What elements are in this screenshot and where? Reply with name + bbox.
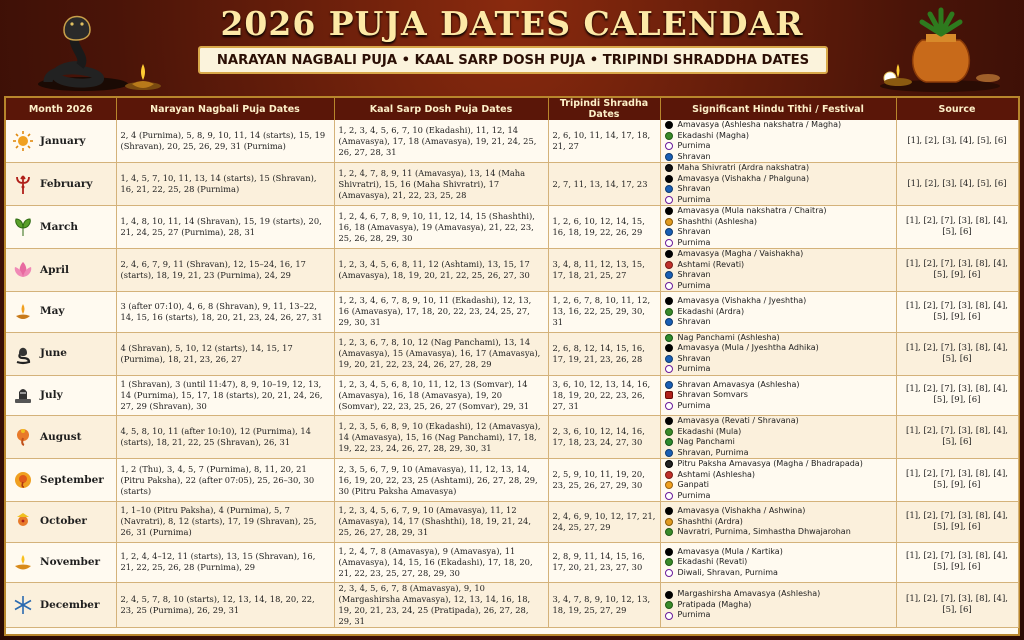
- sun-icon: [12, 130, 34, 152]
- kaalsarp-dates-cell: 1, 2, 3, 4, 5, 6, 8, 11, 12 (Ashtami), 13, 15, 17 (Amavasya), 18, 19, 20, 21, 22, 25, 26, 27, 30: [334, 249, 548, 292]
- shravan-icon: [665, 153, 673, 161]
- tripindi-dates-cell: 3, 4, 7, 8, 9, 10, 12, 13, 18, 19, 25, 27, 29: [548, 583, 660, 628]
- tithi-cell: [660, 292, 896, 333]
- source-cell: [1], [2], [7], [3], [8], [4], [5], [9], [6]: [896, 502, 1018, 543]
- month-name: December: [40, 598, 100, 611]
- amavasya-icon: [665, 507, 673, 515]
- month-cell: [6, 163, 116, 206]
- purnima-icon: [665, 492, 673, 500]
- source-cell: [1], [2], [7], [3], [8], [4], [5], [6]: [896, 206, 1018, 249]
- tithi-item: [665, 527, 892, 538]
- tithi-text: Ashtami (Revati): [677, 259, 745, 269]
- tripindi-dates-cell: 1, 2, 6, 7, 8, 10, 11, 12, 13, 16, 22, 25, 29, 30, 31: [548, 292, 660, 333]
- table-header-row: [6, 98, 1018, 120]
- tithi-item: [665, 227, 892, 238]
- tithi-cell: [660, 416, 896, 459]
- ekadashi-icon: [665, 558, 673, 566]
- tithi-item: [665, 506, 892, 517]
- tithi-text: Nag Panchami (Ashlesha): [677, 332, 780, 342]
- lotus-icon: [12, 259, 34, 281]
- tithi-item: [665, 281, 892, 292]
- table-row: [6, 249, 1018, 292]
- tithi-item: [665, 141, 892, 152]
- month-name: October: [40, 515, 87, 528]
- tithi-item: [665, 270, 892, 281]
- tithi-text: Amavasya (Vishakha / Phalguna): [677, 173, 810, 183]
- cobra-icon: [12, 343, 34, 365]
- ekadashi-icon: [665, 601, 673, 609]
- tithi-cell: [660, 459, 896, 502]
- tripindi-dates-cell: 2, 8, 9, 11, 14, 15, 16, 17, 20, 21, 23, 27, 30: [548, 542, 660, 583]
- tithi-item: [665, 448, 892, 459]
- source-cell: [1], [2], [7], [3], [8], [4], [5], [6]: [896, 332, 1018, 375]
- page-title: 2026 PUJA DATES CALENDAR: [220, 4, 804, 43]
- tithi-item: [665, 437, 892, 448]
- table-row: [6, 206, 1018, 249]
- nag-icon: [665, 334, 673, 342]
- tithi-item: [665, 152, 892, 163]
- mahashivratri-icon: [665, 164, 673, 172]
- tithi-item: [665, 380, 892, 391]
- tithi-item: [665, 568, 892, 579]
- tithi-item: [665, 217, 892, 228]
- ekadashi-icon: [665, 528, 673, 536]
- tripindi-dates-cell: 2, 3, 6, 10, 12, 14, 16, 17, 18, 23, 24, 27, 30: [548, 416, 660, 459]
- nagbali-dates-cell: 2, 4, 6, 7, 9, 11 (Shravan), 12, 15–24, 16, 17 (starts), 18, 19, 21, 23 (Purnima), 24, 29: [116, 249, 334, 292]
- ganesha-icon: [12, 426, 34, 448]
- table-row: [6, 416, 1018, 459]
- month-cell: [6, 249, 116, 292]
- tithi-item: [665, 390, 892, 401]
- purnima-icon: [665, 196, 673, 204]
- tithi-text: Shravan, Purnima: [677, 447, 749, 457]
- nagbali-dates-cell: 1 (Shravan), 3 (until 11:47), 8, 9, 10–19, 12, 13, 14 (Purnima), 15, 17, 18 (starts), 20, 21, 24, 26, 27, 29 (Shravan), 30: [116, 375, 334, 416]
- tithi-cell: [660, 249, 896, 292]
- source-cell: [1], [2], [3], [4], [5], [6]: [896, 120, 1018, 163]
- tithi-text: Ekadashi (Magha): [677, 130, 750, 140]
- tithi-text: Amavasya (Mula nakshatra / Chaitra): [677, 206, 827, 215]
- ekadashi-icon: [665, 132, 673, 140]
- month-name: February: [40, 177, 93, 190]
- nagbali-dates-cell: 2, 4, 5, 7, 8, 10 (starts), 12, 13, 14, 18, 20, 22, 23, 25 (Purnima), 26, 29, 31: [116, 583, 334, 628]
- month-name: June: [40, 347, 67, 359]
- month-cell: [6, 502, 116, 543]
- table-row: [6, 120, 1018, 163]
- shravan-icon: [665, 381, 673, 389]
- trident-icon: [12, 173, 34, 195]
- month-cell: [6, 292, 116, 333]
- tithi-item: [665, 163, 892, 174]
- tithi-cell: [660, 120, 896, 163]
- tithi-text: Purnima: [677, 141, 711, 150]
- amavasya-icon: [665, 548, 673, 556]
- month-name: September: [40, 473, 104, 486]
- shivling-icon: [12, 384, 34, 406]
- tithi-text: Ekadashi (Mula): [677, 426, 742, 436]
- source-cell: [1], [2], [7], [3], [8], [4], [5], [9], [6]: [896, 542, 1018, 583]
- tithi-text: Purnima: [677, 364, 711, 373]
- source-cell: [1], [2], [7], [3], [8], [4], [5], [9], [6]: [896, 292, 1018, 333]
- amavasya-icon: [665, 417, 673, 425]
- month-cell: [6, 583, 116, 628]
- nagbali-dates-cell: 1, 2, 4, 4–12, 11 (starts), 13, 15 (Shravan), 16, 21, 22, 25, 26, 28 (Purnima), 29: [116, 542, 334, 583]
- tithi-text: Shravan Somvars: [677, 390, 748, 399]
- amavasya-icon: [665, 121, 673, 129]
- month-name: May: [40, 305, 65, 318]
- leaf-icon: [12, 216, 34, 238]
- table-row: [6, 459, 1018, 502]
- tithi-text: Purnima: [677, 194, 711, 204]
- tithi-text: Amavasya (Revati / Shravana): [677, 416, 799, 425]
- ganpati-icon: [665, 481, 673, 489]
- month-name: January: [40, 134, 86, 147]
- tripindi-dates-cell: 3, 6, 10, 12, 13, 14, 16, 18, 19, 20, 22, 23, 26, 27, 31: [548, 375, 660, 416]
- tripindi-dates-cell: 3, 4, 8, 11, 12, 13, 15, 17, 18, 21, 25, 27: [548, 249, 660, 292]
- source-cell: [1], [2], [7], [3], [8], [4], [5], [9], [6]: [896, 249, 1018, 292]
- tithi-text: Ekadashi (Ardra): [677, 306, 745, 316]
- nagbali-dates-cell: 1, 2 (Thu), 3, 4, 5, 7 (Purnima), 8, 11, 20, 21 (Pitru Paksha), 22 (after 07:05), 25, 26–30, 30 (starts): [116, 459, 334, 502]
- tripindi-dates-cell: 2, 6, 10, 11, 14, 17, 18, 21, 27: [548, 120, 660, 163]
- tithi-item: [665, 296, 892, 307]
- tithi-item: [665, 343, 892, 354]
- tithi-text: Shravan Amavasya (Ashlesha): [677, 379, 800, 389]
- purnima-icon: [665, 612, 673, 620]
- kaalsarp-dates-cell: 1, 2, 3, 4, 5, 6, 7, 9, 10 (Amavasya), 11, 12 (Amavasya), 14, 17 (Shashthi), 18, 19, 21, 24, 25, 26, 27, 28, 29, 31: [334, 502, 548, 543]
- table-row: [6, 583, 1018, 628]
- month-cell: [6, 416, 116, 459]
- nagbali-dates-cell: 1, 4, 8, 10, 11, 14 (Shravan), 15, 19 (starts), 20, 21, 24, 25, 27 (Purnima), 28, 31: [116, 206, 334, 249]
- month-cell: [6, 542, 116, 583]
- tithi-item: [665, 238, 892, 249]
- tithi-item: [665, 184, 892, 195]
- kaalsarp-dates-cell: 2, 3, 5, 6, 7, 9, 10 (Amavasya), 11, 12, 13, 14, 16, 19, 20, 22, 23, 25 (Ashtami), 26, 27, 28, 29, 30 (Pitru Paksha Amavasya): [334, 459, 548, 502]
- tithi-text: Shashthi (Ashlesha): [677, 216, 757, 226]
- shravan-icon: [665, 185, 673, 193]
- tithi-text: Nag Panchami: [677, 437, 735, 446]
- nagbali-dates-cell: 2, 4 (Purnima), 5, 8, 9, 10, 11, 14 (starts), 15, 19 (Shravan), 20, 25, 26, 29, 31 (Purnima): [116, 120, 334, 163]
- tithi-item: [665, 307, 892, 318]
- table-row: [6, 502, 1018, 543]
- tithi-item: [665, 333, 892, 344]
- kaalsarp-dates-cell: 1, 2, 3, 5, 6, 8, 9, 10 (Ekadashi), 12 (Amavasya), 14 (Amavasya), 15, 16 (Nag Panchami), 17, 18, 19, 22, 23, 24, 26, 27, 28, 29, 30, 31: [334, 416, 548, 459]
- tripindi-dates-cell: 2, 5, 9, 10, 11, 19, 20, 23, 25, 26, 27, 29, 30: [548, 459, 660, 502]
- subtitle-banner: [198, 46, 828, 74]
- amavasya-icon: [665, 250, 673, 258]
- tripindi-dates-cell: 2, 7, 11, 13, 14, 17, 23: [548, 163, 660, 206]
- tithi-item: [665, 610, 892, 621]
- tithi-text: Purnima: [677, 610, 711, 620]
- tithi-item: [665, 195, 892, 206]
- tithi-item: [665, 589, 892, 600]
- purnima-icon: [665, 239, 673, 247]
- ashtami-icon: [665, 471, 673, 479]
- nagbali-dates-cell: 4 (Shravan), 5, 10, 12 (starts), 14, 15, 17 (Purnima), 18, 21, 23, 26, 27: [116, 332, 334, 375]
- diya-icon: [12, 551, 34, 573]
- tithi-item: [665, 401, 892, 412]
- amavasya-icon: [665, 207, 673, 215]
- nagbali-dates-cell: 1, 1–10 (Pitru Paksha), 4 (Purnima), 5, 7 (Navratri), 8, 12 (starts), 17, 19 (Shravan), 25, 26, 31 (Purnima): [116, 502, 334, 543]
- kaalsarp-dates-cell: 1, 2, 4, 6, 7, 8, 9, 10, 11, 12, 14, 15 (Shashthi), 16, 18 (Amavasya), 19 (Amavasya), 21, 22, 23, 25, 26, 28, 29, 30: [334, 206, 548, 249]
- tithi-text: Ashtami (Ashlesha): [677, 469, 756, 479]
- goddess-icon: [12, 511, 34, 533]
- kaalsarp-dates-cell: 1, 2, 3, 4, 5, 6, 8, 10, 11, 12, 13 (Somvar), 14 (Amavasya), 16, 18 (Amavasya), 19, 20 (Somvar), 22, 23, 25, 26, 27 (Somvar), 29, 31: [334, 375, 548, 416]
- purnima-icon: [665, 282, 673, 290]
- tithi-text: Purnima: [677, 490, 711, 500]
- ekadashi-icon: [665, 308, 673, 316]
- col-header-tripindi: Tripindi Shradha Dates: [548, 98, 660, 120]
- shashti-icon: [665, 518, 673, 526]
- month-name: April: [40, 263, 69, 276]
- tithi-text: Shravan: [677, 270, 711, 279]
- purnima-icon: [665, 569, 673, 577]
- tithi-text: Amavasya (Vishakha / Jyeshtha): [677, 296, 807, 305]
- header: [0, 0, 1024, 92]
- amavasya-icon: [665, 344, 673, 352]
- tithi-text: Shravan: [677, 151, 711, 161]
- tithi-cell: [660, 163, 896, 206]
- tithi-text: Margashirsha Amavasya (Ashlesha): [677, 589, 821, 599]
- month-cell: [6, 120, 116, 163]
- tithi-item: [665, 459, 892, 470]
- amavasya-icon: [665, 175, 673, 183]
- tithi-item: [665, 470, 892, 481]
- tithi-cell: [660, 542, 896, 583]
- month-name: July: [40, 388, 63, 401]
- snowflake-icon: [12, 594, 34, 616]
- pitru-icon: [665, 460, 673, 468]
- shravan-icon: [665, 228, 673, 236]
- month-cell: [6, 332, 116, 375]
- tithi-item: [665, 416, 892, 427]
- tithi-text: Ekadashi (Revati): [677, 557, 748, 566]
- purnima-icon: [665, 402, 673, 410]
- tithi-text: Pitru Paksha Amavasya (Magha / Bhadrapada): [677, 459, 863, 468]
- shravan-icon: [665, 271, 673, 279]
- tithi-item: [665, 317, 892, 328]
- tithi-item: [665, 547, 892, 558]
- trident-icon: [665, 391, 673, 399]
- tithi-item: [665, 354, 892, 365]
- source-cell: [1], [2], [7], [3], [8], [4], [5], [6]: [896, 583, 1018, 628]
- kalash-icon: [860, 6, 1010, 92]
- shashti-icon: [665, 218, 673, 226]
- tithi-cell: [660, 206, 896, 249]
- puja-dates-table: [4, 96, 1020, 636]
- tripindi-dates-cell: 2, 4, 6, 9, 10, 12, 17, 21, 24, 25, 27, 29: [548, 502, 660, 543]
- shravan-icon: [665, 355, 673, 363]
- amavasya-icon: [665, 297, 673, 305]
- tithi-text: Amavasya (Vishakha / Ashwina): [677, 506, 806, 515]
- tithi-item: [665, 174, 892, 185]
- tithi-cell: [660, 332, 896, 375]
- tithi-text: Shravan: [677, 184, 711, 193]
- shravan-icon: [665, 318, 673, 326]
- tithi-text: Shravan: [677, 227, 711, 236]
- ganpati-icon: [12, 469, 34, 491]
- ashtami-icon: [665, 261, 673, 269]
- month-name: November: [40, 555, 101, 568]
- tithi-item: [665, 557, 892, 568]
- tithi-text: Amavasya (Mula / Kartika): [677, 546, 783, 556]
- source-cell: [1], [2], [7], [3], [8], [4], [5], [6]: [896, 416, 1018, 459]
- nagbali-dates-cell: 4, 5, 8, 10, 11 (after 10:10), 12 (Purnima), 14 (starts), 18, 21, 22, 25 (Shravan), 26, 31: [116, 416, 334, 459]
- kaalsarp-dates-cell: 2, 3, 4, 5, 6, 7, 8 (Amavasya), 9, 10 (Margashirsha Amavasya), 12, 13, 14, 16, 18, 19, 20, 21, 23, 24, 25 (Pratipada), 26, 27, 28, 29, 31: [334, 583, 548, 628]
- tithi-text: Maha Shivratri (Ardra nakshatra): [677, 163, 810, 172]
- table-row: [6, 542, 1018, 583]
- shravan-icon: [665, 449, 673, 457]
- month-name: August: [40, 430, 82, 443]
- kaalsarp-dates-cell: 1, 2, 3, 6, 7, 8, 10, 12 (Nag Panchami), 13, 14 (Amavasya), 15 (Amavasya), 16, 17 (Amavasya), 19, 20, 21, 22, 23, 24, 26, 27, 28, 29: [334, 332, 548, 375]
- source-cell: [1], [2], [3], [4], [5], [6]: [896, 163, 1018, 206]
- tithi-item: [665, 480, 892, 491]
- table-row: [6, 163, 1018, 206]
- col-header-tithi: Significant Hindu Tithi / Festival: [660, 98, 896, 120]
- tripindi-dates-cell: 1, 2, 6, 10, 12, 14, 15, 16, 18, 19, 22, 26, 29: [548, 206, 660, 249]
- kaalsarp-dates-cell: 1, 2, 3, 4, 5, 6, 7, 10 (Ekadashi), 11, 12, 14 (Amavasya), 17, 18 (Amavasya), 19, 21, 24, 25, 26, 27, 28, 31: [334, 120, 548, 163]
- nagbali-dates-cell: 3 (after 07:10), 4, 6, 8 (Shravan), 9, 11, 13–22, 14, 15, 16 (starts), 18, 20, 21, 23, 24, 26, 27, 31: [116, 292, 334, 333]
- tithi-item: [665, 120, 892, 131]
- month-cell: [6, 459, 116, 502]
- ekadashi-icon: [665, 428, 673, 436]
- amavasya-icon: [665, 591, 673, 599]
- source-cell: [1], [2], [7], [3], [8], [4], [5], [9], [6]: [896, 375, 1018, 416]
- tithi-item: [665, 491, 892, 502]
- tithi-item: [665, 517, 892, 528]
- tripindi-dates-cell: 2, 6, 8, 12, 14, 15, 16, 17, 19, 21, 23, 26, 28: [548, 332, 660, 375]
- tithi-text: Amavasya (Ashlesha nakshatra / Magha): [677, 120, 842, 129]
- tithi-text: Purnima: [677, 400, 711, 410]
- tithi-cell: [660, 502, 896, 543]
- col-header-nagbali: Narayan Nagbali Puja Dates: [116, 98, 334, 120]
- table-row: [6, 375, 1018, 416]
- col-header-month: Month 2026: [6, 98, 116, 120]
- source-cell: [1], [2], [7], [3], [8], [4], [5], [9], [6]: [896, 459, 1018, 502]
- kaalsarp-dates-cell: 1, 2, 4, 7, 8 (Amavasya), 9 (Amavasya), 11 (Amavasya), 14, 15, 16 (Ekadashi), 17, 18, 20, 21, 22, 23, 25, 27, 28, 29, 30: [334, 542, 548, 583]
- tithi-item: [665, 600, 892, 611]
- table-row: [6, 292, 1018, 333]
- tithi-text: Purnima: [677, 280, 711, 290]
- purnima-icon: [665, 365, 673, 373]
- tithi-item: [665, 427, 892, 438]
- nag-icon: [665, 438, 673, 446]
- tithi-text: Pratipada (Magha): [677, 599, 752, 609]
- table-row: [6, 332, 1018, 375]
- tithi-item: [665, 260, 892, 271]
- col-header-source: Source: [896, 98, 1018, 120]
- col-header-kaalsarp: Kaal Sarp Dosh Puja Dates: [334, 98, 548, 120]
- lamp-icon: [12, 301, 34, 323]
- tithi-text: Amavasya (Mula / Jyeshtha Adhika): [677, 343, 819, 352]
- tithi-cell: [660, 375, 896, 416]
- tithi-item: [665, 249, 892, 260]
- tithi-text: Shravan: [677, 317, 711, 326]
- subtitle: NARAYAN NAGBALI PUJA • KAAL SARP DOSH PUJA • TRIPINDI SHRADDHA DATES: [216, 52, 810, 68]
- kaalsarp-dates-cell: 1, 2, 3, 4, 6, 7, 8, 9, 10, 11 (Ekadashi), 12, 13, 16 (Amavasya), 17, 18, 20, 22, 23, 24, 25, 27, 29, 30, 31: [334, 292, 548, 333]
- tithi-text: Navratri, Purnima, Simhastha Dhwajarohan: [677, 527, 851, 536]
- tithi-text: Amavasya (Magha / Vaishakha): [677, 249, 804, 258]
- tithi-item: [665, 364, 892, 375]
- tithi-text: Shashthi (Ardra): [677, 516, 743, 526]
- tithi-text: Diwali, Shravan, Purnima: [677, 567, 778, 577]
- tithi-cell: [660, 583, 896, 628]
- kaalsarp-dates-cell: 1, 2, 4, 7, 8, 9, 11 (Amavasya), 13, 14 (Maha Shivratri), 15, 16 (Maha Shivratri), 17 (Amavasya), 21, 22, 23, 25, 28: [334, 163, 548, 206]
- month-cell: [6, 375, 116, 416]
- tithi-item: [665, 206, 892, 217]
- month-name: March: [40, 220, 78, 233]
- tithi-text: Purnima: [677, 237, 711, 247]
- tithi-item: [665, 131, 892, 142]
- nagbali-dates-cell: 1, 4, 5, 7, 10, 11, 13, 14 (starts), 15 (Shravan), 16, 21, 22, 25, 28 (Purnima): [116, 163, 334, 206]
- tithi-text: Ganpati: [677, 480, 710, 489]
- tithi-text: Shravan: [677, 353, 711, 363]
- purnima-icon: [665, 142, 673, 150]
- month-cell: [6, 206, 116, 249]
